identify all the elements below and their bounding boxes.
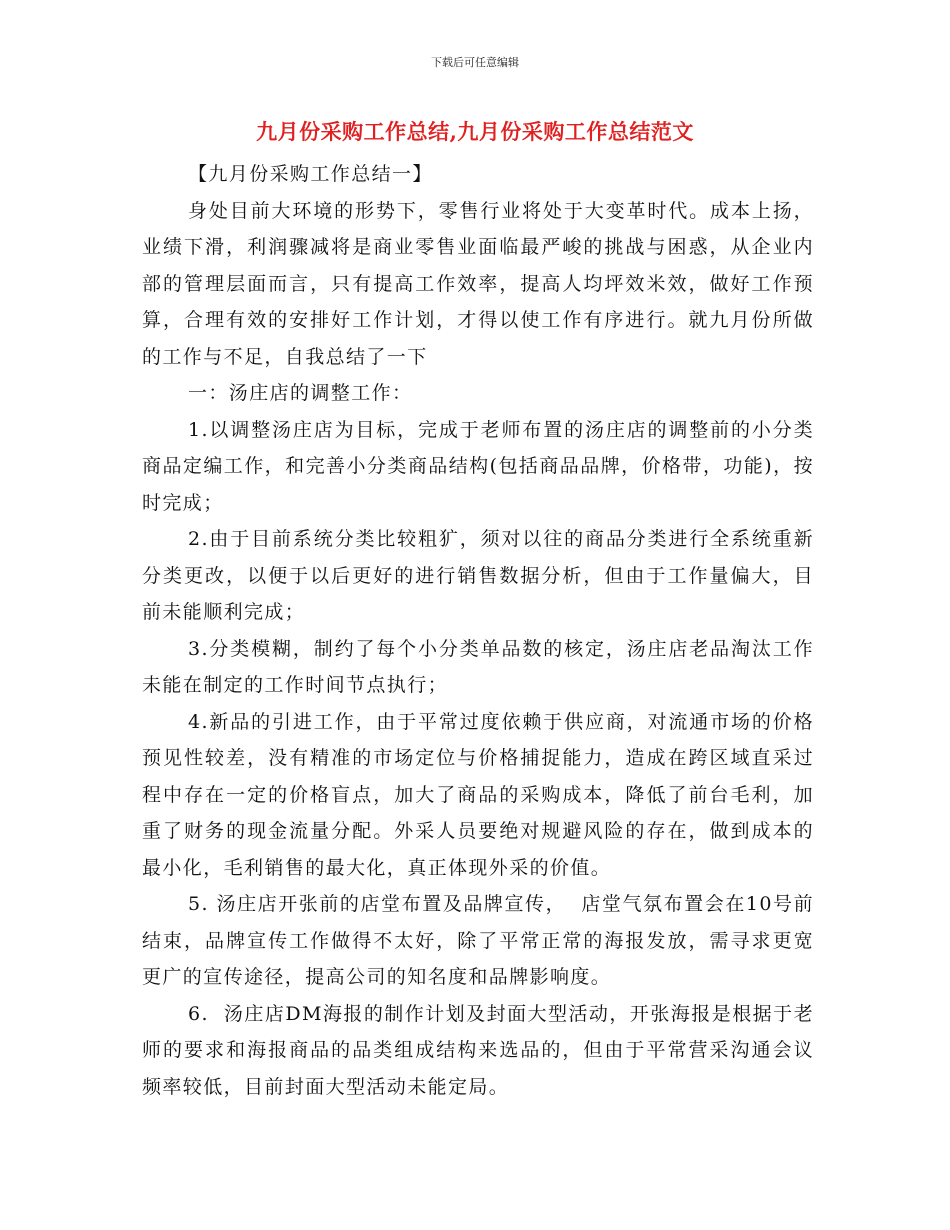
list-item-6: 6. 汤庄店DM海报的制作计划及封面大型活动，开张海报是根据于老师的要求和海报商品的品类组成结构来选品的，但由于平常营采沟通会议频率较低，目前封面大型活动未能定局。	[142, 1002, 814, 1098]
document-title: 九月份采购工作总结,九月份采购工作总结范文	[256, 119, 694, 144]
section-heading: 【九月份采购工作总结一】	[188, 163, 433, 185]
intro-paragraph: 身处目前大环境的形势下，零售行业将处于大变革时代。成本上扬，业绩下滑，利润骤减将是商业零售业面临最严峻的挑战与困惑，从企业内部的管理层面而言，只有提高工作效率，提高人均坪效米效，做好工作预算，合理有效的安排好工作计划，才得以使工作有序进行。就九月份所做的工作与不足，自我总结了一下	[142, 199, 814, 368]
list-item-3: 3.分类模糊，制约了每个小分类单品数的核定，汤庄店老品淘汰工作未能在制定的工作时间节点执行；	[142, 637, 814, 696]
list-item-1: 1.以调整汤庄店为目标，完成于老师布置的汤庄店的调整前的小分类商品定编工作，和完善小分类商品结构(包括商品品牌，价格带，功能)，按时完成；	[142, 418, 814, 514]
list-item-4: 4.新品的引进工作，由于平常过度依赖于供应商，对流通市场的价格预见性较差，没有精准的市场定位与价格捕捉能力，造成在跨区域直采过程中存在一定的价格盲点，加大了商品的采购成本，降低了前台毛利，加重了财务的现金流量分配。外采人员要绝对规避风险的存在，做到成本的最小化，毛利销售的最大化，真正体现外采的价值。	[142, 710, 814, 879]
list-item-5: 5. 汤庄店开张前的店堂布置及品牌宣传， 店堂气氛布置会在10号前结束，品牌宣传工作做得不太好，除了平常正常的海报发放，需寻求更宽更广的宣传途径，提高公司的知名度和品牌影响度。	[142, 893, 814, 988]
subsection-heading: 一：汤庄店的调整工作：	[188, 382, 413, 404]
header-note: 下载后可任意编辑	[431, 56, 519, 69]
list-item-2: 2.由于目前系统分类比较粗犷，须对以往的商品分类进行全系统重新分类更改，以便于以后更好的进行销售数据分析，但由于工作量偏大，目前未能顺利完成；	[142, 528, 814, 623]
document-body	[142, 156, 814, 1105]
